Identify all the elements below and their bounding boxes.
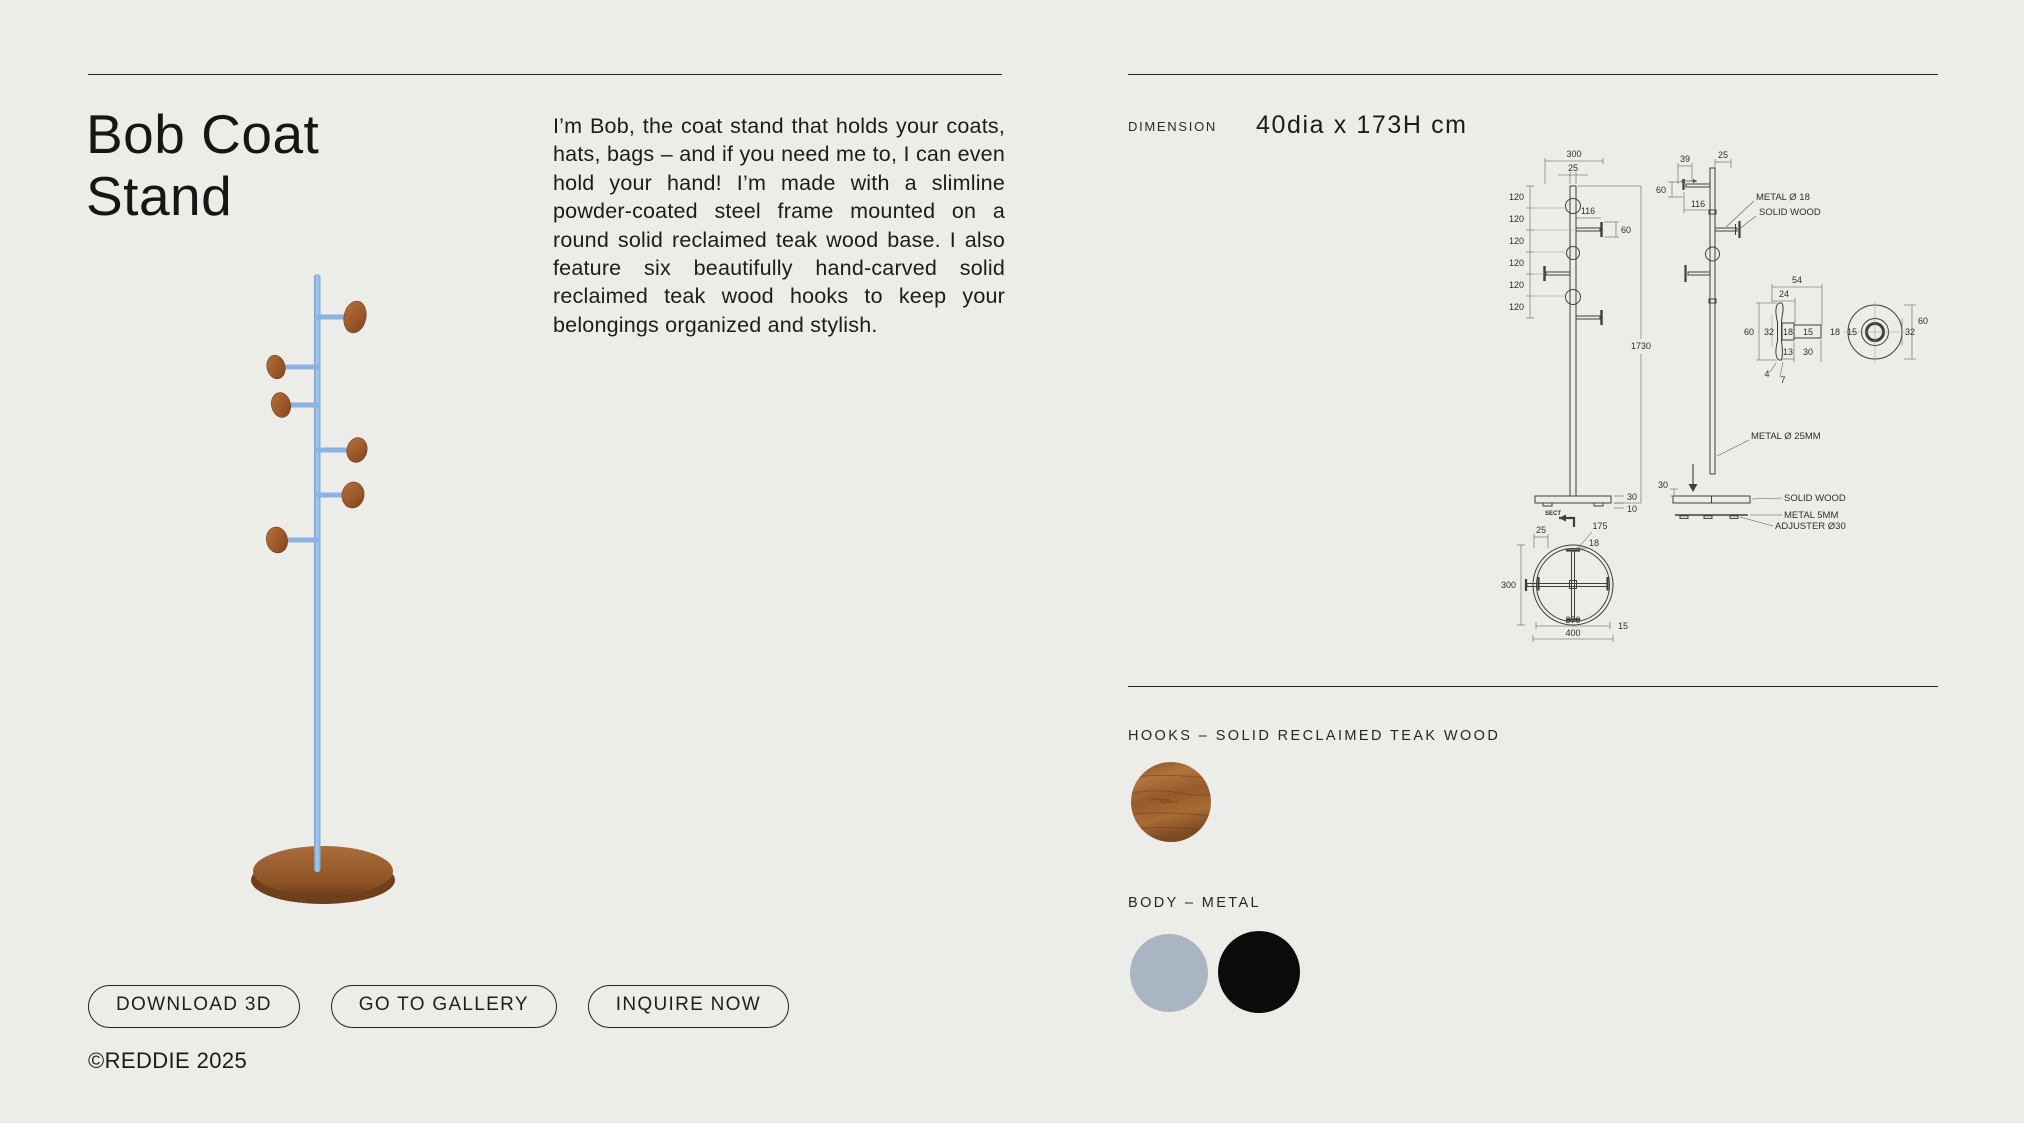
svg-text:15: 15 bbox=[1802, 327, 1814, 337]
download-3d-button[interactable]: DOWNLOAD 3D bbox=[88, 985, 300, 1028]
coat-stand-render bbox=[251, 274, 395, 904]
svg-text:METAL Ø 25MM: METAL Ø 25MM bbox=[1751, 431, 1821, 442]
svg-text:39: 39 bbox=[1679, 154, 1691, 164]
svg-text:4: 4 bbox=[1764, 369, 1770, 379]
svg-text:300: 300 bbox=[1566, 149, 1582, 159]
svg-text:25: 25 bbox=[1717, 150, 1729, 160]
go-to-gallery-button[interactable]: GO TO GALLERY bbox=[331, 985, 557, 1028]
hook-dim-labels bbox=[1744, 275, 1928, 385]
svg-text:116: 116 bbox=[1690, 199, 1706, 209]
svg-text:30: 30 bbox=[1657, 480, 1668, 490]
dimension-value: 40dia x 173H cm bbox=[1256, 111, 1468, 139]
dimension-label: DIMENSION bbox=[1128, 119, 1217, 134]
svg-text:32: 32 bbox=[1905, 327, 1916, 337]
svg-text:54: 54 bbox=[1791, 275, 1803, 285]
svg-text:120: 120 bbox=[1508, 214, 1524, 224]
svg-text:15: 15 bbox=[1846, 327, 1857, 337]
svg-text:175: 175 bbox=[1592, 521, 1608, 531]
svg-text:400: 400 bbox=[1565, 628, 1581, 638]
pole bbox=[314, 274, 321, 872]
body-color-swatches bbox=[1128, 929, 1308, 1017]
page-title bbox=[86, 104, 319, 227]
copyright: ©REDDIE 2025 bbox=[88, 1048, 248, 1073]
side-dim-labels bbox=[1656, 150, 1846, 532]
teak-wood-swatch[interactable] bbox=[1130, 760, 1212, 844]
svg-text:10: 10 bbox=[1627, 504, 1638, 514]
svg-text:18: 18 bbox=[1829, 327, 1840, 337]
swatch-black[interactable] bbox=[1218, 931, 1300, 1013]
svg-text:116: 116 bbox=[1580, 206, 1596, 216]
svg-text:120: 120 bbox=[1508, 280, 1524, 290]
title-line-1: Bob Coat bbox=[86, 103, 320, 165]
materials-divider bbox=[1128, 686, 1938, 687]
svg-text:120: 120 bbox=[1508, 258, 1524, 268]
left-top-divider bbox=[88, 74, 1002, 75]
bottom-white-strip bbox=[0, 1123, 2024, 1139]
swatch-grey-blue[interactable] bbox=[1130, 934, 1208, 1012]
svg-text:120: 120 bbox=[1508, 192, 1524, 202]
svg-text:SOLID WOOD: SOLID WOOD bbox=[1759, 207, 1821, 218]
svg-text:25: 25 bbox=[1567, 163, 1579, 173]
svg-text:24: 24 bbox=[1778, 289, 1790, 299]
svg-text:60: 60 bbox=[1743, 327, 1754, 337]
svg-text:SOLID WOOD: SOLID WOOD bbox=[1784, 493, 1846, 504]
title-line-2: Stand bbox=[86, 164, 233, 227]
product-description: I’m Bob, the coat stand that holds your coats, hats, bags – and if you need me to, I can even hold your hand! I’m made with a slimline powder-coated steel frame mounted on a round solid reclaimed teak wood base. I also feature six beautifully hand-carved solid reclaimed teak wood hooks to keep your belongings organized and stylish. bbox=[553, 114, 1005, 337]
product-image bbox=[235, 268, 410, 913]
svg-text:7: 7 bbox=[1780, 375, 1786, 385]
svg-text:1730: 1730 bbox=[1630, 341, 1652, 351]
svg-text:18: 18 bbox=[1589, 538, 1600, 548]
svg-text:30: 30 bbox=[1802, 347, 1814, 357]
svg-text:30: 30 bbox=[1627, 492, 1638, 502]
action-buttons bbox=[88, 985, 789, 1028]
svg-text:25: 25 bbox=[1535, 525, 1547, 535]
inquire-now-button[interactable]: INQUIRE NOW bbox=[588, 985, 789, 1028]
right-top-divider bbox=[1128, 74, 1938, 75]
svg-text:120: 120 bbox=[1508, 302, 1524, 312]
body-material-label: BODY – METAL bbox=[1128, 895, 1262, 911]
svg-text:ADJUSTER Ø30: ADJUSTER Ø30 bbox=[1775, 521, 1846, 532]
svg-text:METAL 5MM: METAL 5MM bbox=[1784, 510, 1839, 521]
svg-text:120: 120 bbox=[1508, 236, 1524, 246]
svg-text:300: 300 bbox=[1500, 580, 1516, 590]
side-view bbox=[1673, 168, 1750, 518]
wood-base bbox=[253, 846, 393, 896]
technical-drawing bbox=[1488, 96, 1970, 652]
svg-text:15: 15 bbox=[1618, 621, 1629, 631]
svg-text:60: 60 bbox=[1918, 316, 1929, 326]
svg-text:32: 32 bbox=[1763, 327, 1775, 337]
svg-text:18: 18 bbox=[1782, 327, 1794, 337]
svg-text:13: 13 bbox=[1782, 347, 1794, 357]
svg-text:METAL Ø 18: METAL Ø 18 bbox=[1756, 192, 1810, 203]
svg-text:370: 370 bbox=[1565, 615, 1581, 625]
svg-text:60: 60 bbox=[1655, 185, 1666, 195]
hooks-material-label: HOOKS – SOLID RECLAIMED TEAK WOOD bbox=[1128, 728, 1501, 744]
svg-text:60: 60 bbox=[1621, 225, 1632, 235]
svg-text:SECT: SECT bbox=[1545, 511, 1562, 517]
